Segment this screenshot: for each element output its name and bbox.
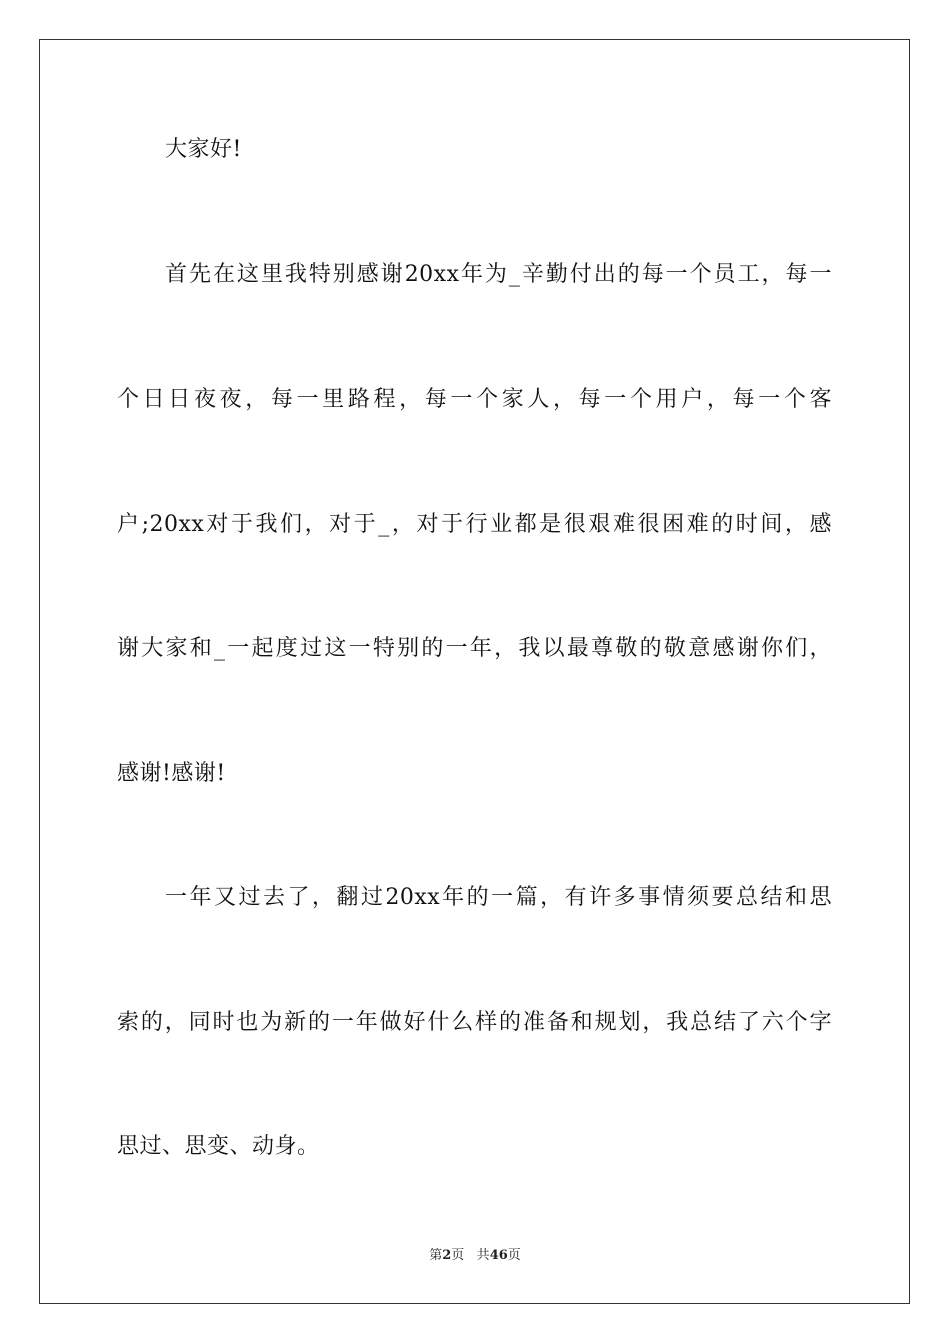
footer-total-suffix: 页 [507, 1248, 521, 1263]
text-line-4: 谢大家和_一起度过这一特别的一年，我以最尊敬的敬意感谢你们， [117, 636, 832, 661]
footer-page-number: 2 [442, 1248, 452, 1263]
text-line-5: 感谢!感谢! [117, 761, 226, 786]
text-line-6: 一年又过去了，翻过20xx年的一篇，有许多事情须要总结和思 [165, 885, 832, 910]
footer-total-pages: 46 [489, 1248, 508, 1263]
text-line-7: 索的，同时也为新的一年做好什么样的准备和规划，我总结了六个字 [117, 1010, 832, 1035]
page-footer [0, 1247, 950, 1265]
text-line-greeting: 大家好! [165, 137, 242, 162]
text-line-2: 个日日夜夜，每一里路程，每一个家人，每一个用户，每一个客 [117, 387, 832, 412]
text-line-3: 户;20xx对于我们，对于_，对于行业都是很艰难很困难的时间，感 [117, 512, 832, 537]
text-line-8: 思过、思变、动身。 [117, 1134, 320, 1159]
footer-page-suffix: 页 [451, 1248, 465, 1263]
footer-total-prefix: 共 [476, 1248, 490, 1263]
text-line-1: 首先在这里我特别感谢20xx年为_辛勤付出的每一个员工，每一 [165, 262, 832, 287]
footer-page-prefix: 第 [429, 1248, 443, 1263]
page-frame [39, 39, 910, 1304]
